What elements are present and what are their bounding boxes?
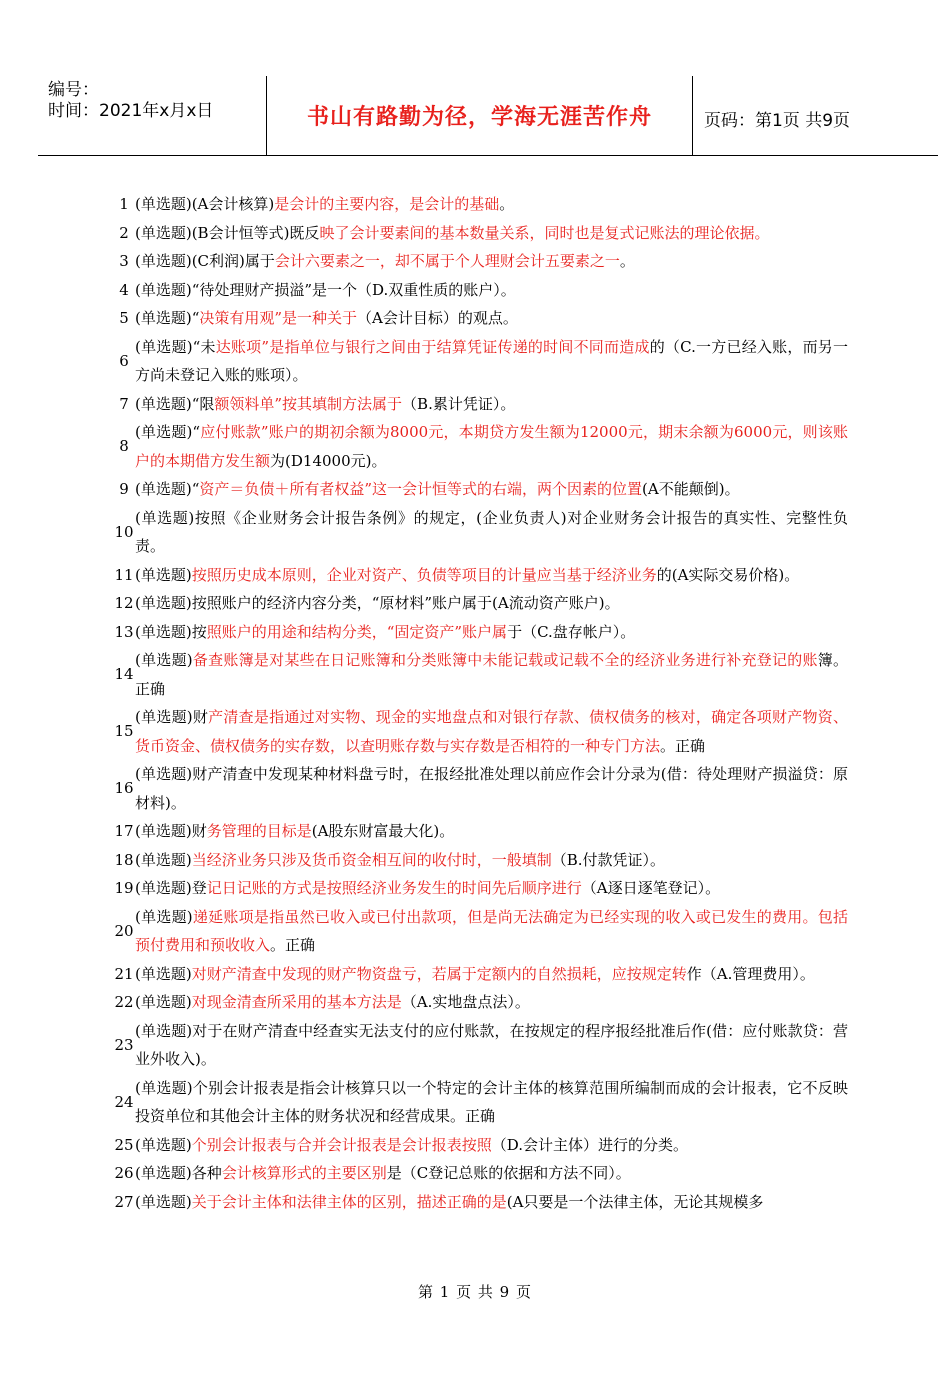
question-number-cell [0,219,135,248]
question-item [0,903,950,960]
question-number-cell [0,717,135,746]
question-text [135,960,848,989]
question-text-segment: 。 [619,252,635,270]
question-text-segment: (单选题)“ [135,423,201,441]
number-label: 编号： [48,80,99,100]
question-number-cell [0,561,135,590]
question-text-segment: (单选题)“ [135,480,200,498]
highlighted-text: 照账户的用途和结构分类，“固定资产”账户属 [206,622,508,641]
question-text-segment: (单选题)按 [135,622,207,641]
question-text-segment: (A股东财富最大化)。 [311,822,455,840]
highlighted-text: 决策有用观”是一种关于 [199,309,358,327]
question-text-segment: (单选题)对于在财产清查中经查实无法支付的应付账款，在按规定的程序报经批准后作(借：应付账款贷：营业外收入)。 [135,1021,848,1068]
question-text [135,247,848,276]
question-number-cell [0,247,135,276]
question-text-segment: 簿。正确 [135,651,848,698]
question-number: 17 [114,822,134,840]
question-number: 10 [114,522,134,541]
question-number-cell [0,518,135,547]
question-text [135,561,848,590]
highlighted-text: 映了会计要素间的基本数量关系，同时也是复式记账法的理论依据。 [319,223,770,242]
question-number: 3 [119,252,129,270]
question-number: 4 [119,280,129,299]
question-number: 19 [114,879,134,897]
header-motto: 书山有路勤为径，学海无涯苦作舟 [306,105,652,130]
highlighted-text: 对财产清查中发现的财产物资盘亏，若属于定额内的自然损耗，应按规定转 [191,964,687,983]
highlighted-text: 关于会计主体和法律主体的区别，描述正确的是 [191,1192,507,1211]
question-text-segment: (单选题)按照《企业财务会计报告条例》的规定，(企业负责人)对企业财务会计报告的真实性、完整性负责。 [135,508,848,555]
question-item [0,1131,950,1160]
highlighted-text: 达账项”是指单位与银行之间由于结算凭证传递的时间不同而造成 [215,337,650,356]
question-text [135,646,848,703]
question-number: 2 [119,223,129,242]
question-text-segment: 。正确 [660,736,706,755]
question-number-cell [0,276,135,305]
question-text-segment: (单选题) [135,993,192,1011]
question-number: 16 [114,779,134,798]
question-number-cell [0,988,135,1017]
question-number-cell [0,432,135,461]
time-label: 时间：2021年x月x日 [48,101,214,121]
question-text-segment: (单选题)“待处理财产损溢”是一个（D.双重性质的账户）。 [135,280,516,299]
question-text [135,219,848,248]
highlighted-text: 当经济业务只涉及货币资金相互间的收付时，一般填制 [191,850,552,869]
question-text [135,618,848,647]
question-number: 9 [119,480,129,498]
question-text [135,874,848,903]
highlighted-text: 递延账项是指虽然已收入或已付出款项，但是尚无法确定为已经实现的收入或已发生的费用。包括预付费用和预收收入 [135,907,848,954]
highlighted-text: 额领料单”按其填制方法属于 [214,394,403,413]
question-text-segment: (单选题)各种 [135,1164,222,1182]
question-item [0,874,950,903]
question-text-segment: （B.累计凭证）。 [402,394,516,413]
question-number-cell [0,618,135,647]
question-text [135,390,848,419]
question-text-segment: （B.付款凭证）。 [551,850,666,869]
question-text-segment: (A只要是一个法律主体，无论其规模多 [506,1192,764,1211]
question-text-segment: （A.实地盘点法）。 [401,993,530,1011]
question-item [0,561,950,590]
question-text [135,703,848,760]
header-page-info: 页码：第1页 共9页 [704,111,851,131]
question-number: 1 [119,195,129,213]
question-number: 8 [119,437,129,456]
question-number: 14 [114,665,134,684]
question-text-segment: (单选题) [135,850,192,869]
question-number-cell [0,817,135,846]
question-number-cell [0,589,135,618]
question-item [0,618,950,647]
question-text-segment: (单选题)财 [135,708,209,726]
question-number-cell [0,1088,135,1117]
page-footer: 第 1 页 共 9 页 [418,1283,532,1301]
question-text-segment: (单选题) [135,565,192,584]
question-number: 15 [114,722,134,741]
question-text-segment: (单选题)财产清查中发现某种材料盘亏时，在报经批准处理以前应作会计分录为(借：待处理财产损溢贷：原材料)。 [135,765,848,812]
question-text-segment: 的（C.一方已经入账，而另一方尚未登记入账的账项）。 [135,337,849,384]
question-text-segment: (单选题)(C利润)属于 [135,252,275,270]
question-text-segment: (单选题)“未 [135,337,216,356]
highlighted-text: 对现金清查所采用的基本方法是 [191,993,402,1011]
question-text [135,1159,848,1188]
question-number: 20 [114,921,134,940]
question-number-cell [0,846,135,875]
question-number-cell [0,660,135,689]
question-number-cell [0,190,135,219]
question-number: 13 [114,622,134,641]
question-number: 18 [114,850,134,869]
question-text-segment: (单选题)“限 [135,394,215,413]
question-text-segment: （D.会计主体）进行的分类。 [491,1135,688,1154]
question-item [0,589,950,618]
question-text [135,333,848,390]
question-text [135,589,848,618]
question-text-segment: 是（C登记总账的依据和方法不同）。 [386,1164,631,1182]
highlighted-text: 备查账簿是对某些在日记账簿和分类账簿中未能记载或记载不全的经济业务进行补充登记的账 [192,651,818,669]
question-text [135,760,848,817]
question-number: 26 [114,1164,134,1182]
question-text [135,1074,848,1131]
question-text [135,1188,848,1217]
question-text-segment: (单选题) [135,651,193,669]
question-text [135,817,848,846]
question-text-segment: (单选题)(B会计恒等式)既反 [135,223,320,242]
question-text-segment: (A不能颠倒)。 [642,480,740,498]
question-text-segment: (单选题) [135,964,192,983]
question-item [0,418,950,475]
question-item [0,304,950,333]
question-item [0,1159,950,1188]
question-item [0,846,950,875]
question-item [0,1188,950,1217]
highlighted-text: 是会计的主要内容，是会计的基础 [274,195,500,213]
question-number-cell [0,1159,135,1188]
question-text-segment: 的(A实际交易价格)。 [656,565,800,584]
question-item [0,219,950,248]
question-number: 25 [114,1135,134,1154]
highlighted-text: 资产＝负债＋所有者权益”这一会计恒等式的右端，两个因素的位置 [199,480,643,498]
question-item [0,190,950,219]
question-number-cell [0,1031,135,1060]
question-number-cell [0,390,135,419]
question-number-cell [0,304,135,333]
question-text [135,988,848,1017]
question-text [135,418,848,475]
question-number: 5 [119,309,129,327]
question-text-segment: (单选题)财 [135,822,207,840]
header-left [48,80,213,122]
highlighted-text: 产清查是指通过对实物、现金的实地盘点和对银行存款、债权债务的核对，确定各项财产物资、货币资金、债权债务的实存数，以查明账存数与实存数是否相符的一种专门方法 [135,708,848,755]
highlighted-text: 会计六要素之一，却不属于个人理财会计五要素之一 [274,252,620,270]
question-text-segment: 。 [499,195,515,213]
question-text [135,1131,848,1160]
question-item [0,1074,950,1131]
question-number: 27 [114,1192,134,1211]
question-item [0,703,950,760]
highlighted-text: 务管理的目标是 [206,822,312,840]
question-text-segment: (单选题)登 [135,879,207,897]
header-divider-right [692,76,693,155]
question-number: 11 [114,565,134,584]
question-list [0,190,950,1216]
question-item [0,1017,950,1074]
highlighted-text: 应付账款”账户的期初余额为8000元，本期贷方发生额为12000元，期末余额为6000元，则该账户的本期借方发生额 [135,423,848,470]
question-text [135,1017,848,1074]
question-item [0,276,950,305]
question-item [0,390,950,419]
question-text-segment: (单选题)按照账户的经济内容分类，“原材料”账户属于(A流动资产账户)。 [135,594,620,612]
question-text-segment: 于（C.盘存帐户）。 [507,622,636,641]
question-text [135,304,848,333]
question-item [0,817,950,846]
question-number: 12 [114,594,134,612]
question-number-cell [0,1131,135,1160]
highlighted-text: 记日记账的方式是按照经济业务发生的时间先后顺序进行 [206,879,582,897]
question-number: 21 [114,964,134,983]
question-text-segment: （A会计目标）的观点。 [357,309,518,327]
question-text [135,504,848,561]
highlighted-text: 会计核算形式的主要区别 [221,1164,387,1182]
question-number: 23 [114,1035,134,1054]
question-item [0,247,950,276]
question-item [0,960,950,989]
question-item [0,988,950,1017]
page-header [38,76,938,156]
question-text-segment: (单选题)(A会计核算) [135,195,275,213]
question-text-segment: (单选题)个别会计报表是指会计核算只以一个特定的会计主体的核算范围所编制而成的会计报表，它不反映投资单位和其他会计主体的财务状况和经营成果。正确 [135,1078,848,1125]
question-text-segment: (单选题) [135,1135,192,1154]
question-text-segment: (单选题) [135,1192,192,1211]
question-text [135,276,848,305]
question-item [0,646,950,703]
question-text-segment: （A逐日逐笔登记）。 [581,879,721,897]
question-item [0,475,950,504]
question-number-cell [0,774,135,803]
highlighted-text: 按照历史成本原则，企业对资产、负债等项目的计量应当基于经济业务 [191,565,657,584]
question-text [135,903,848,960]
question-text-segment: 为(D14000元)。 [270,451,387,470]
question-number-cell [0,874,135,903]
question-number-cell [0,475,135,504]
question-text-segment: 作（A.管理费用）。 [686,964,815,983]
question-item [0,504,950,561]
question-number: 24 [114,1092,134,1111]
question-number-cell [0,960,135,989]
highlighted-text: 个别会计报表与合并会计报表是会计报表按照 [191,1135,492,1154]
question-text [135,190,848,219]
question-number-cell [0,917,135,946]
question-text [135,475,848,504]
question-number: 6 [119,351,129,370]
question-item [0,333,950,390]
question-text-segment: 。正确 [270,936,316,954]
question-number-cell [0,1188,135,1217]
question-item [0,760,950,817]
question-number: 7 [119,394,129,413]
question-text-segment: (单选题)“ [135,309,200,327]
question-number: 22 [114,993,134,1011]
header-rule [38,155,938,156]
question-text-segment: (单选题) [135,907,193,926]
question-text [135,846,848,875]
question-number-cell [0,347,135,376]
